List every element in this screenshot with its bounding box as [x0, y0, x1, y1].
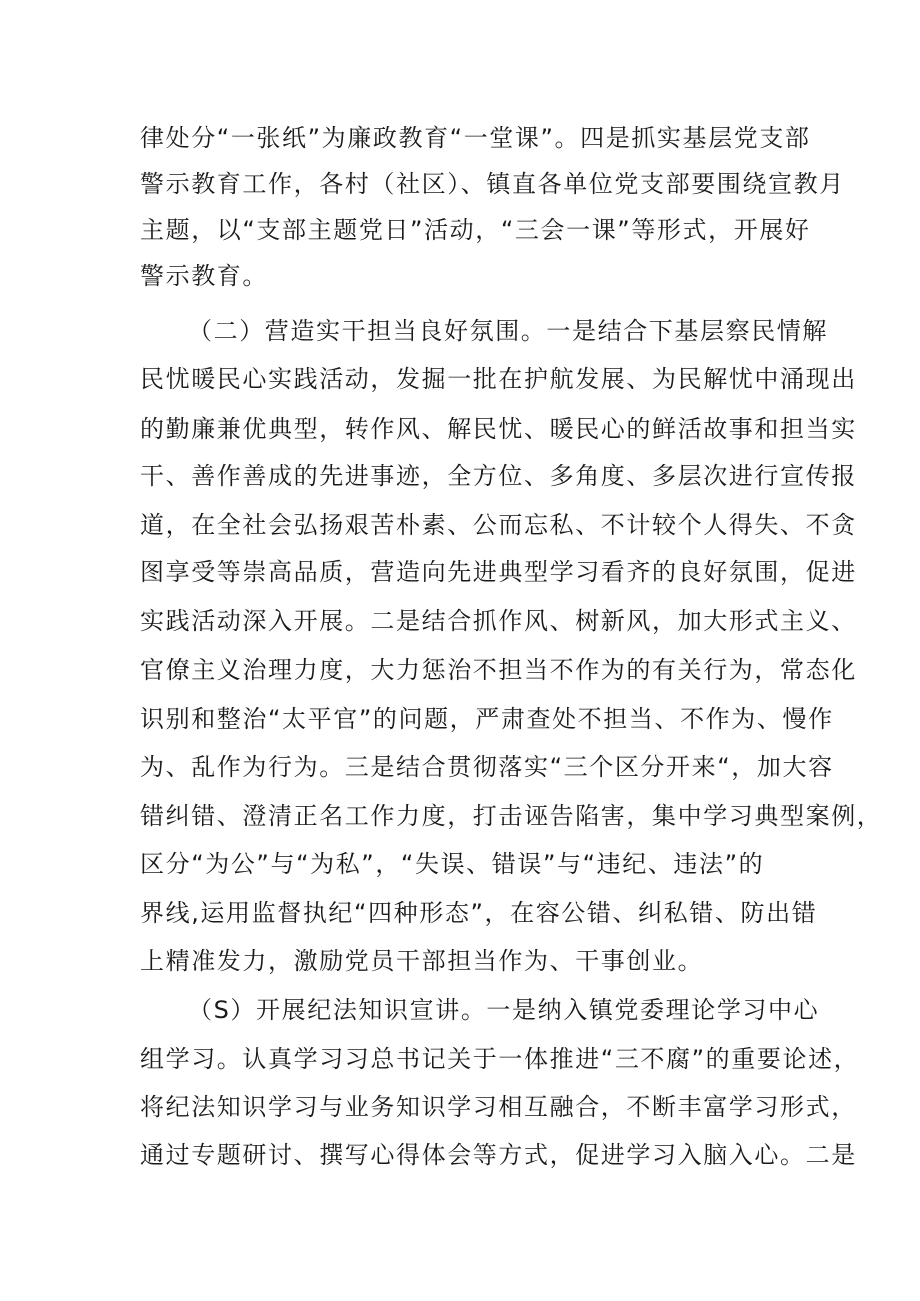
paragraph-heading-line: （二）营造实干担当良好氛围。一是结合下基层察民情解	[188, 317, 828, 345]
text-line: 识别和整治“太平官”的问题，严肃查处不担当、不作为、慢作	[140, 705, 834, 733]
text-line: 错纠错、澄清正名工作力度，打击诬告陷害，集中学习典型案例，	[140, 802, 883, 830]
text-line: 主题，以“支部主题党日”活动，“三会一课”等形式，开展好	[140, 216, 811, 244]
text-line: 为、乱作为行为。三是结合贯彻落实“三个区分开来“，加大容	[140, 753, 834, 781]
text-line: 区分“为公”与“为私”，“失误、错误”与“违纪、违法”的	[140, 850, 765, 878]
text-line: 道，在全社会弘扬艰苦朴素、公而忘私、不计较个人得失、不贪	[140, 511, 857, 539]
text-line: 组学习。认真学习习总书记关于一体推进“三不腐”的重要论述，	[140, 1045, 860, 1073]
text-line: 官僚主义治理力度，大力惩治不担当不作为的有关行为，常态化	[140, 656, 857, 684]
text-line: 图享受等崇高品质，营造向先进典型学习看齐的良好氛围，促进	[140, 558, 857, 586]
text-line: 界线,运用监督执纪“四种形态”，在容公错、纠私错、防出错	[140, 899, 818, 927]
text-line: 的勤廉兼优典型，转作风、解民忧、暖民心的鲜活故事和担当实	[140, 415, 857, 443]
text-line: 实践活动深入开展。二是结合抓作风、树新风，加大形式主义、	[140, 607, 857, 635]
text-line: 警示教育工作，各村（社区）、镇直各单位党支部要围绕宣教月	[140, 170, 845, 198]
text-line: 民忧暖民心实践活动，发掘一批在护航发展、为民解忧中涌现出	[140, 365, 857, 393]
paragraph-heading-line: （S）开展纪法知识宣讲。一是纳入镇党委理论学习中心	[188, 996, 820, 1024]
text-line: 将纪法知识学习与业务知识学习相互融合，不断丰富学习形式，	[140, 1093, 857, 1121]
text-line: 律处分“一张纸”为廉政教育“一堂课”。四是抓实基层党支部	[140, 124, 811, 152]
text-line: 干、善作善成的先进事迹，全方位、多角度、多层次进行宣传报	[140, 462, 857, 490]
text-line: 上精准发力，激励党员干部担当作为、干事创业。	[140, 947, 704, 975]
text-line: 通过专题研讨、撰写心得体会等方式，促进学习入脑入心。二是	[140, 1141, 857, 1169]
text-line: 警示教育。	[140, 262, 268, 290]
